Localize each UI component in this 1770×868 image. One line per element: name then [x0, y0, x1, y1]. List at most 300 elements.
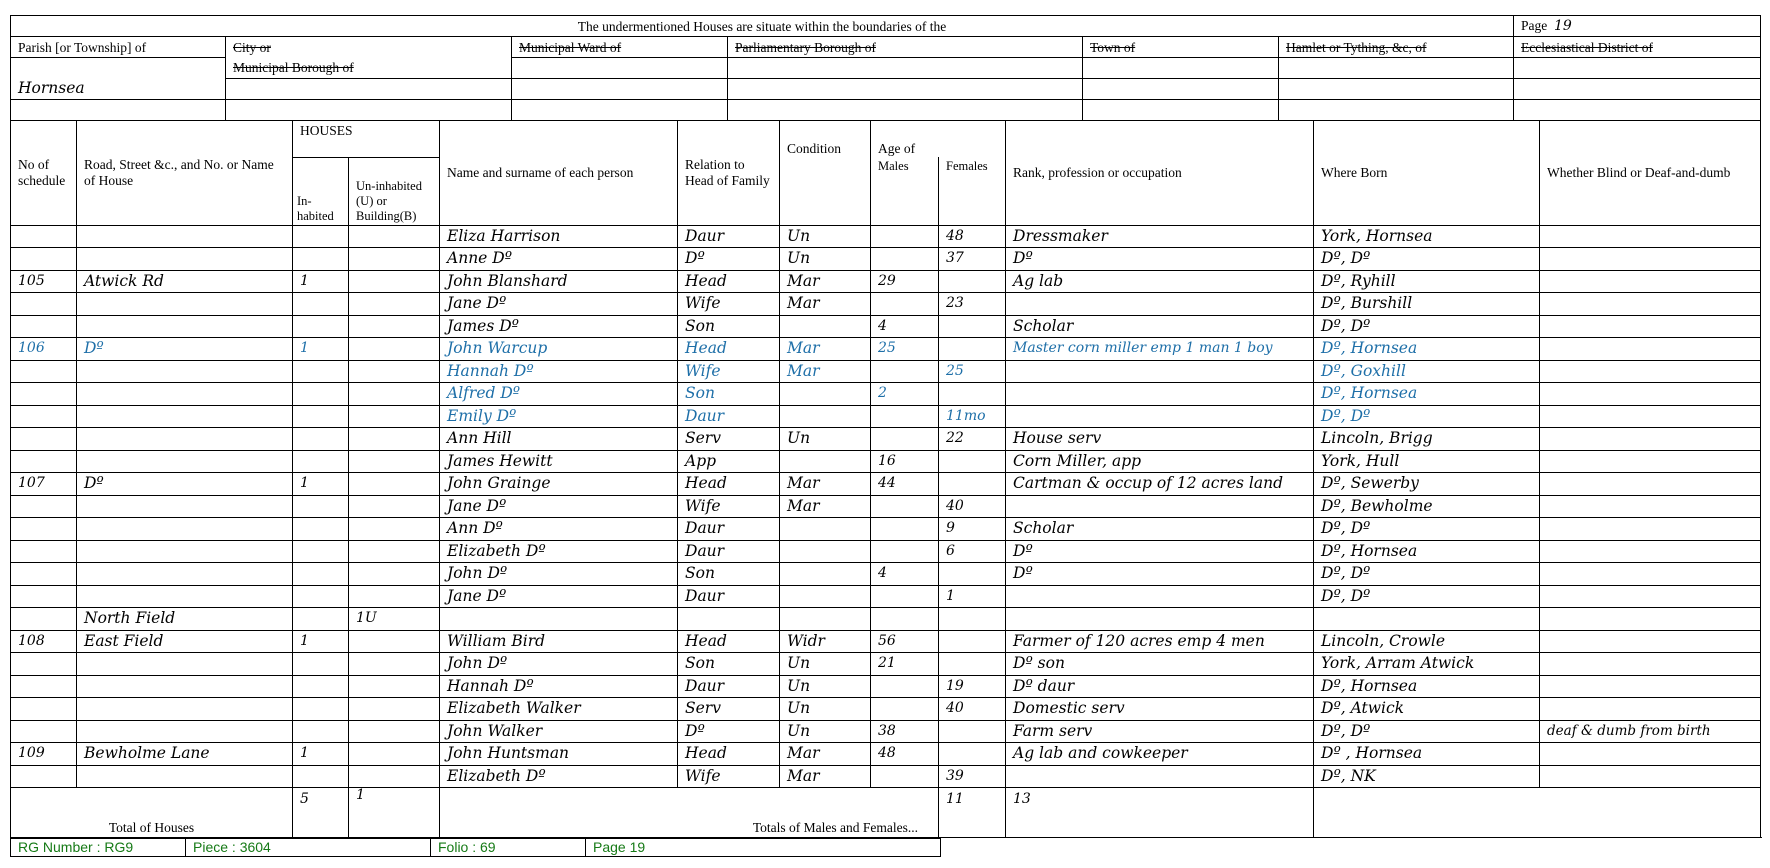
- footer-rg-number: RG Number : RG9: [11, 839, 186, 857]
- condition: Un: [780, 653, 871, 676]
- inhabited-count: [293, 675, 349, 698]
- uninhabited-count: [349, 248, 440, 271]
- where-born: Dº, Dº: [1314, 248, 1540, 271]
- male-age: [871, 698, 939, 721]
- relation: Son: [678, 563, 780, 586]
- uninhabited-count: [349, 720, 440, 743]
- census-rows: [11, 225, 1761, 788]
- occupation: Scholar: [1006, 518, 1314, 541]
- empty-cell: [11, 100, 226, 121]
- person-name: Ann Dº: [440, 518, 678, 541]
- schedule-number: [11, 360, 77, 383]
- road-name: [77, 428, 293, 451]
- condition: Un: [780, 675, 871, 698]
- person-name: Jane Dº: [440, 293, 678, 316]
- footer-folio: Folio : 69: [431, 839, 586, 857]
- condition: Un: [780, 248, 871, 271]
- relation: Head: [678, 630, 780, 653]
- person-name: John Warcup: [440, 338, 678, 361]
- blind-deaf-note: [1540, 270, 1761, 293]
- schedule-number: [11, 765, 77, 788]
- table-row: [11, 743, 1761, 766]
- person-name: Jane Dº: [440, 585, 678, 608]
- where-born: [1314, 608, 1540, 631]
- relation: Head: [678, 270, 780, 293]
- inhabited-count: [293, 698, 349, 721]
- female-age: 40: [939, 495, 1006, 518]
- male-age: [871, 518, 939, 541]
- road-name: East Field: [77, 630, 293, 653]
- person-name: [440, 608, 678, 631]
- uninhabited-count: [349, 585, 440, 608]
- person-name: John Huntsman: [440, 743, 678, 766]
- schedule-number: [11, 450, 77, 473]
- schedule-number: [11, 698, 77, 721]
- blind-deaf-note: [1540, 428, 1761, 451]
- inhabited-count: [293, 225, 349, 248]
- occupation: [1006, 765, 1314, 788]
- occupation: [1006, 405, 1314, 428]
- page-number: 19: [1554, 18, 1572, 34]
- empty-cell: [512, 100, 728, 121]
- schedule-number: [11, 585, 77, 608]
- condition: [780, 450, 871, 473]
- where-born: Dº, Bewholme: [1314, 495, 1540, 518]
- occupation: Dº: [1006, 540, 1314, 563]
- ward-value: [512, 58, 728, 79]
- blind-deaf-note: [1540, 743, 1761, 766]
- ecclesiastical-label: Ecclesiastical District of: [1514, 37, 1761, 58]
- person-name: Elizabeth Dº: [440, 765, 678, 788]
- table-row: [11, 225, 1761, 248]
- col-uninhabited: Un-inhabited (U) or Building(B): [349, 157, 440, 225]
- location-header: [10, 15, 1761, 121]
- where-born: Dº, Hornsea: [1314, 675, 1540, 698]
- occupation: [1006, 585, 1314, 608]
- uninhabited-count: [349, 225, 440, 248]
- empty-cell: [1083, 100, 1279, 121]
- occupation: Farmer of 120 acres emp 4 men: [1006, 630, 1314, 653]
- blind-deaf-note: deaf & dumb from birth: [1540, 720, 1761, 743]
- where-born: Lincoln, Crowle: [1314, 630, 1540, 653]
- borough-value: [226, 79, 512, 100]
- relation: Head: [678, 338, 780, 361]
- parliamentary-value: [728, 58, 1083, 79]
- occupation: [1006, 293, 1314, 316]
- empty-cell: [728, 100, 1083, 121]
- relation: Head: [678, 473, 780, 496]
- person-name: Elizabeth Dº: [440, 540, 678, 563]
- female-age: [939, 653, 1006, 676]
- female-age: 25: [939, 360, 1006, 383]
- female-age: 22: [939, 428, 1006, 451]
- schedule-number: [11, 225, 77, 248]
- road-name: [77, 585, 293, 608]
- inhabited-count: [293, 765, 349, 788]
- condition: [780, 383, 871, 406]
- where-born: York, Hornsea: [1314, 225, 1540, 248]
- person-name: Hannah Dº: [440, 675, 678, 698]
- occupation: [1006, 608, 1314, 631]
- census-sheet: [10, 15, 1760, 857]
- road-name: [77, 293, 293, 316]
- male-age: [871, 428, 939, 451]
- condition: Widr: [780, 630, 871, 653]
- where-born: Dº, Dº: [1314, 563, 1540, 586]
- schedule-number: [11, 608, 77, 631]
- col-inhabited: In-habited: [293, 157, 349, 225]
- uninhabited-count: [349, 383, 440, 406]
- relation: Daur: [678, 540, 780, 563]
- road-name: Bewholme Lane: [77, 743, 293, 766]
- page-label: Page: [1521, 18, 1548, 33]
- condition: [780, 585, 871, 608]
- condition: Un: [780, 225, 871, 248]
- blind-deaf-note: [1540, 338, 1761, 361]
- uninhabited-count: [349, 315, 440, 338]
- occupation: Dº daur: [1006, 675, 1314, 698]
- male-age: 16: [871, 450, 939, 473]
- blind-deaf-note: [1540, 563, 1761, 586]
- road-name: Atwick Rd: [77, 270, 293, 293]
- relation: Dº: [678, 248, 780, 271]
- male-age: 56: [871, 630, 939, 653]
- male-age: 2: [871, 383, 939, 406]
- uninhabited-count: [349, 765, 440, 788]
- table-row: [11, 540, 1761, 563]
- person-name: William Bird: [440, 630, 678, 653]
- condition: Un: [780, 698, 871, 721]
- inhabited-count: [293, 518, 349, 541]
- table-row: [11, 248, 1761, 271]
- col-schedule: No of schedule: [11, 121, 77, 225]
- female-age: 37: [939, 248, 1006, 271]
- female-age: 23: [939, 293, 1006, 316]
- col-condition: Condition: [780, 121, 871, 225]
- female-age: [939, 450, 1006, 473]
- condition: Mar: [780, 473, 871, 496]
- uninhabited-count: 1U: [349, 608, 440, 631]
- where-born: Dº, Dº: [1314, 720, 1540, 743]
- road-name: [77, 765, 293, 788]
- where-born: Dº, Dº: [1314, 585, 1540, 608]
- table-row: [11, 675, 1761, 698]
- table-row: [11, 630, 1761, 653]
- condition: Mar: [780, 270, 871, 293]
- where-born: Dº, NK: [1314, 765, 1540, 788]
- table-row: [11, 698, 1761, 721]
- female-age: [939, 383, 1006, 406]
- relation: Head: [678, 743, 780, 766]
- empty-cell: [1279, 79, 1514, 100]
- condition: [780, 315, 871, 338]
- inhabited-count: 1: [293, 338, 349, 361]
- uninhabited-count: [349, 698, 440, 721]
- condition: Mar: [780, 743, 871, 766]
- blind-deaf-note: [1540, 698, 1761, 721]
- inhabited-count: 1: [293, 630, 349, 653]
- schedule-number: 109: [11, 743, 77, 766]
- blind-deaf-note: [1540, 315, 1761, 338]
- female-age: [939, 315, 1006, 338]
- uninhabited-count: [349, 563, 440, 586]
- where-born: Dº, Atwick: [1314, 698, 1540, 721]
- occupation: Dº son: [1006, 653, 1314, 676]
- uninhabited-count: [349, 495, 440, 518]
- inhabited-count: [293, 405, 349, 428]
- female-age: 48: [939, 225, 1006, 248]
- where-born: Dº, Dº: [1314, 518, 1540, 541]
- where-born: Dº, Hornsea: [1314, 338, 1540, 361]
- condition: Un: [780, 720, 871, 743]
- inhabited-count: 1: [293, 270, 349, 293]
- ward-label: Municipal Ward of: [512, 37, 728, 58]
- blind-deaf-note: [1540, 495, 1761, 518]
- female-age: 9: [939, 518, 1006, 541]
- inhabited-count: [293, 315, 349, 338]
- inhabited-count: [293, 293, 349, 316]
- female-age: [939, 473, 1006, 496]
- relation: Son: [678, 383, 780, 406]
- male-age: [871, 360, 939, 383]
- uninhabited-count: [349, 518, 440, 541]
- relation: Serv: [678, 428, 780, 451]
- where-born: York, Arram Atwick: [1314, 653, 1540, 676]
- occupation: Farm serv: [1006, 720, 1314, 743]
- uninhabited-count: [349, 338, 440, 361]
- totals-blank: [1314, 788, 1761, 838]
- condition: Mar: [780, 360, 871, 383]
- occupation: Dº: [1006, 248, 1314, 271]
- hamlet-label: Hamlet or Tything, &c, of: [1279, 37, 1514, 58]
- male-age: 44: [871, 473, 939, 496]
- table-row: [11, 720, 1761, 743]
- inhabited-count: [293, 383, 349, 406]
- condition: [780, 405, 871, 428]
- condition: [780, 518, 871, 541]
- male-age: [871, 585, 939, 608]
- occupation: Domestic serv: [1006, 698, 1314, 721]
- blind-deaf-note: [1540, 450, 1761, 473]
- person-name: John Dº: [440, 653, 678, 676]
- person-name: Ann Hill: [440, 428, 678, 451]
- relation: Daur: [678, 405, 780, 428]
- where-born: Dº, Hornsea: [1314, 540, 1540, 563]
- parish-spacer: [11, 58, 226, 79]
- where-born: Dº, Dº: [1314, 315, 1540, 338]
- table-row: [11, 360, 1761, 383]
- inhabited-count: [293, 585, 349, 608]
- total-persons-label: Totals of Males and Females...: [440, 788, 939, 838]
- table-row: [11, 585, 1761, 608]
- road-name: [77, 698, 293, 721]
- person-name: Hannah Dº: [440, 360, 678, 383]
- schedule-number: [11, 383, 77, 406]
- inhabited-count: 1: [293, 473, 349, 496]
- total-houses-label: Total of Houses: [11, 788, 293, 838]
- relation: Wife: [678, 495, 780, 518]
- male-age: [871, 765, 939, 788]
- table-row: [11, 315, 1761, 338]
- person-name: John Grainge: [440, 473, 678, 496]
- road-name: [77, 450, 293, 473]
- uninhabited-count: [349, 675, 440, 698]
- schedule-number: 105: [11, 270, 77, 293]
- person-name: Alfred Dº: [440, 383, 678, 406]
- blind-deaf-note: [1540, 540, 1761, 563]
- female-age: 39: [939, 765, 1006, 788]
- person-name: James Dº: [440, 315, 678, 338]
- condition: Un: [780, 428, 871, 451]
- where-born: Dº, Burshill: [1314, 293, 1540, 316]
- male-age: 4: [871, 315, 939, 338]
- where-born: York, Hull: [1314, 450, 1540, 473]
- relation: App: [678, 450, 780, 473]
- total-females: 13: [1006, 788, 1314, 838]
- female-age: 6: [939, 540, 1006, 563]
- col-where-born: Where Born: [1314, 121, 1540, 225]
- road-name: [77, 675, 293, 698]
- uninhabited-count: [349, 360, 440, 383]
- blind-deaf-note: [1540, 675, 1761, 698]
- blind-deaf-note: [1540, 360, 1761, 383]
- blind-deaf-note: [1540, 585, 1761, 608]
- schedule-number: 106: [11, 338, 77, 361]
- col-occupation: Rank, profession or occupation: [1006, 121, 1314, 225]
- occupation: [1006, 383, 1314, 406]
- table-row: [11, 608, 1761, 631]
- condition: Mar: [780, 495, 871, 518]
- empty-cell: [512, 79, 728, 100]
- schedule-number: [11, 518, 77, 541]
- where-born: Dº , Hornsea: [1314, 743, 1540, 766]
- uninhabited-count: [349, 630, 440, 653]
- road-name: Dº: [77, 338, 293, 361]
- schedule-number: [11, 248, 77, 271]
- occupation: Dressmaker: [1006, 225, 1314, 248]
- road-name: [77, 383, 293, 406]
- female-age: [939, 630, 1006, 653]
- female-age: 11mo: [939, 405, 1006, 428]
- where-born: Dº, Ryhill: [1314, 270, 1540, 293]
- road-name: [77, 540, 293, 563]
- table-row: [11, 450, 1761, 473]
- where-born: Dº, Sewerby: [1314, 473, 1540, 496]
- relation: Dº: [678, 720, 780, 743]
- blind-deaf-note: [1540, 473, 1761, 496]
- relation: Wife: [678, 765, 780, 788]
- road-name: [77, 248, 293, 271]
- header-title: The undermentioned Houses are situate within the boundaries of the: [11, 16, 1514, 37]
- uninhabited-count: [349, 540, 440, 563]
- road-name: [77, 225, 293, 248]
- blind-deaf-note: [1540, 653, 1761, 676]
- town-value: [1083, 58, 1279, 79]
- male-age: 25: [871, 338, 939, 361]
- female-age: [939, 338, 1006, 361]
- male-age: [871, 248, 939, 271]
- schedule-number: [11, 653, 77, 676]
- table-row: [11, 293, 1761, 316]
- schedule-number: [11, 495, 77, 518]
- table-row: [11, 338, 1761, 361]
- occupation: Ag lab: [1006, 270, 1314, 293]
- male-age: [871, 608, 939, 631]
- table-row: [11, 405, 1761, 428]
- uninhabited-count: [349, 653, 440, 676]
- road-name: North Field: [77, 608, 293, 631]
- road-name: [77, 495, 293, 518]
- hamlet-value: [1279, 58, 1514, 79]
- col-name: Name and surname of each person: [440, 121, 678, 225]
- uninhabited-count: [349, 293, 440, 316]
- schedule-number: [11, 315, 77, 338]
- parliamentary-label: Parliamentary Borough of: [728, 37, 1083, 58]
- relation: Wife: [678, 293, 780, 316]
- totals-row: [11, 788, 1761, 838]
- inhabited-count: [293, 450, 349, 473]
- uninhabited-count: [349, 270, 440, 293]
- schedule-number: [11, 675, 77, 698]
- condition: [780, 540, 871, 563]
- relation: Daur: [678, 518, 780, 541]
- table-row: [11, 428, 1761, 451]
- condition: Mar: [780, 338, 871, 361]
- male-age: 29: [871, 270, 939, 293]
- inhabited-count: [293, 495, 349, 518]
- blind-deaf-note: [1540, 608, 1761, 631]
- where-born: Dº, Hornsea: [1314, 383, 1540, 406]
- condition: [780, 563, 871, 586]
- person-name: Emily Dº: [440, 405, 678, 428]
- inhabited-count: [293, 428, 349, 451]
- inhabited-count: [293, 248, 349, 271]
- footer-page: Page 19: [586, 839, 941, 857]
- female-age: [939, 720, 1006, 743]
- female-age: [939, 608, 1006, 631]
- page-cell: [1514, 16, 1761, 37]
- uninhabited-count: [349, 450, 440, 473]
- occupation: Master corn miller emp 1 man 1 boy: [1006, 338, 1314, 361]
- male-age: [871, 225, 939, 248]
- road-name: [77, 720, 293, 743]
- uninhabited-count: [349, 473, 440, 496]
- male-age: 4: [871, 563, 939, 586]
- inhabited-count: [293, 608, 349, 631]
- blind-deaf-note: [1540, 248, 1761, 271]
- relation: Son: [678, 315, 780, 338]
- blind-deaf-note: [1540, 293, 1761, 316]
- occupation: [1006, 495, 1314, 518]
- schedule-number: [11, 405, 77, 428]
- schedule-number: [11, 428, 77, 451]
- schedule-number: [11, 540, 77, 563]
- road-name: [77, 360, 293, 383]
- empty-cell: [1514, 100, 1761, 121]
- person-name: Eliza Harrison: [440, 225, 678, 248]
- female-age: [939, 743, 1006, 766]
- empty-cell: [1514, 79, 1761, 100]
- table-row: [11, 765, 1761, 788]
- col-age-of: Age of: [871, 121, 1006, 157]
- inhabited-count: [293, 540, 349, 563]
- road-name: Dº: [77, 473, 293, 496]
- city-label: City or: [226, 37, 512, 58]
- female-age: [939, 270, 1006, 293]
- male-age: 21: [871, 653, 939, 676]
- col-blind: Whether Blind or Deaf-and-dumb: [1540, 121, 1761, 225]
- table-row: [11, 563, 1761, 586]
